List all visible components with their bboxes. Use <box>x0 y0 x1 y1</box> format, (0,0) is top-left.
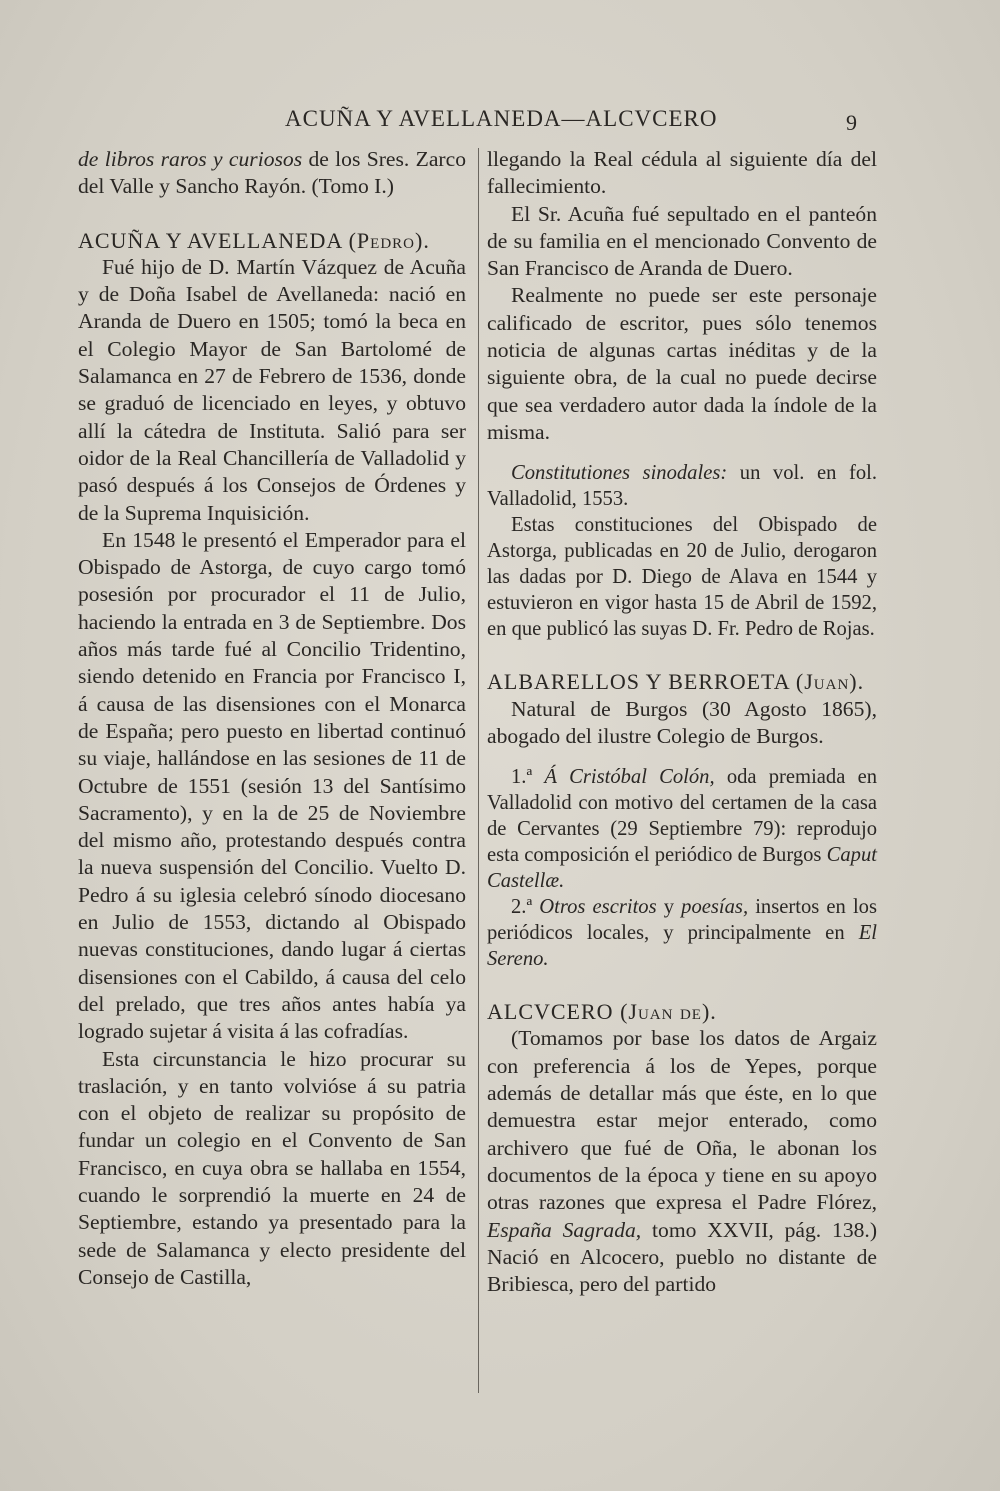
paragraph: El Sr. Acuña fué sepultado en el panteón de su familia en el mencionado Convento de San Francisco de Aranda de Duero. <box>487 201 877 281</box>
page-number: 9 <box>846 110 857 135</box>
entry-heading-acuna: ACUÑA Y AVELLANEDA (Pedro). <box>78 227 430 253</box>
right-column <box>487 146 877 1298</box>
paragraph-source-note: de libros raros y curiosos de los Sres. Zarco del Valle y Sancho Rayón. (Tomo I.) <box>78 147 466 199</box>
numbered-work-1: 1.ª Á Cristóbal Colón, oda premiada en Valladolid con motivo del certamen de la casa de Cervantes (29 Septiembre 79): reprodujo esta composición el periódico de Burgos Caput Castellæ. <box>487 766 878 893</box>
paragraph: (Tomamos por base los datos de Argaiz con preferencia á los de Yepes, porque además de detallar más que éste, en lo que demuestra estar mejor enterado, como archivero que fué de Oña, le abonan los documentos de la época y tiene en su apoyo otras razones que expresa el Padre Flórez, España Sagrada, tomo XXVII, pág. 138.) Nació en Alcocero, pueblo no distante de Bribiesca, pero del partido <box>487 1026 878 1297</box>
left-column <box>78 146 466 1291</box>
paragraph: llegando la Real cédula al siguiente día del fallecimiento. <box>487 147 877 199</box>
running-title: ACUÑA Y AVELLANEDA—ALCVCERO <box>285 106 718 131</box>
paragraph: Natural de Burgos (30 Agosto 1865), abogado del ilustre Colegio de Burgos. <box>487 696 877 748</box>
page-header <box>0 106 1000 136</box>
paragraph: Estas constituciones del Obispado de Astorga, publicadas en 20 de Julio, derogaron las dadas por D. Diego de Alava en 1544 y estuvieron en vigor hasta 15 de Abril de 1592, en que publicó las suyas D. Fr. Pedro de Rojas. <box>487 514 877 641</box>
entry-heading-alcvcero: ALCVCERO (Juan de). <box>487 999 717 1025</box>
paragraph: Realmente no puede ser este personaje calificado de escritor, pues sólo tenemos noticia de algunas cartas inéditas y de la siguiente obra, de la cual no puede decirse que sea verdadero autor dada la índole de la misma. <box>487 283 877 444</box>
paragraph: Fué hijo de D. Martín Vázquez de Acuña y de Doña Isabel de Avellaneda: nació en Aranda de Duero en 1505; tomó la beca en el Colegio Mayor de San Bartolomé de Salamanca en 27 de Febrero de 1536, donde se graduó de licenciado en leyes, y obtuvo allí la cátedra de Instituta. Salió para ser oidor de la Real Chancillería de Valladolid y pasó después á los Consejos de Órdenes y de la Suprema Inquisición. <box>78 254 466 525</box>
paragraph: En 1548 le presentó el Emperador para el Obispado de Astorga, de cuyo cargo tomó posesión por procurador el 11 de Julio, haciendo la entrada en 3 de Septiembre. Dos años más tarde fué al Concilio Tridentino, siendo detenido en Francia por Francisco I, á causa de las disensiones con el Monarca de España; pero puesto en libertad continuó su viaje, hallándose en las sesiones de 11 de Octubre de 1551 (sesión 13 del Santísimo Sacramento), y en la de 25 de Noviembre del mismo año, protestando después contra la nueva suspensión del Concilio. Vuelto D. Pedro á su iglesia celebró sínodo diocesano en Julio de 1553, dictando al Obispado nuevas constituciones, dando lugar á ciertas disensiones con el Cabildo, á causa del celo del prelado, que tres años antes había ya logrado sujetar á visita á las cofradías. <box>78 527 466 1044</box>
column-divider <box>478 148 479 1393</box>
numbered-work-2: 2.ª Otros escritos y poesías, insertos en los periódicos locales, y principalmente en El Sereno. <box>487 896 877 971</box>
paragraph: Esta circunstancia le hizo procurar su traslación, y en tanto volvióse á su patria con el objeto de realizar su propósito de fundar un colegio en el Convento de San Francisco, en cuya obra se hallaba en 1554, cuando le sorprendió la muerte en 24 de Septiembre, estando ya presentado para la sede de Salamanca y electo presidente del Consejo de Castilla, <box>78 1046 466 1289</box>
entry-heading-albarellos: ALBARELLOS Y BERROETA (Juan). <box>487 669 865 695</box>
work-title: Constitutiones sinodales: un vol. en fol. Valladolid, 1553. <box>487 462 877 511</box>
